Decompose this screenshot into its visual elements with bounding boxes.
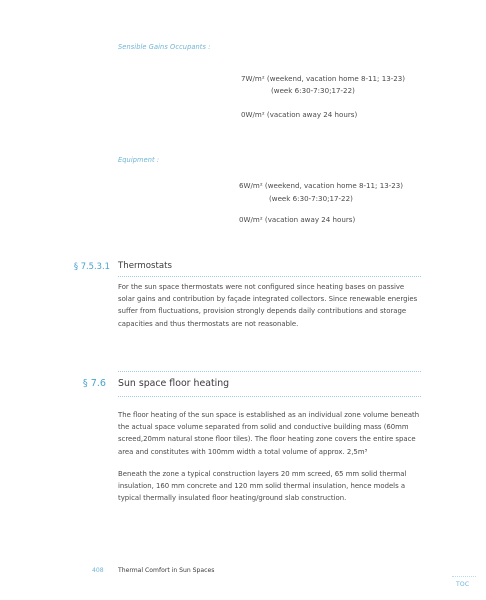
equipment-heading: Equipment :	[118, 156, 160, 164]
text-line: screed,20mm natural stone floor tiles). The floor heating zone covers the entire space	[118, 435, 416, 444]
page-number: 408	[92, 567, 104, 574]
floor-heating-paragraph-2	[118, 468, 406, 505]
floor-heating-paragraph-1	[118, 409, 419, 458]
equipment-line-1: 6W/m² (weekend, vacation home 8-11; 13-23)	[239, 181, 404, 190]
section-title-thermostats: Thermostats	[118, 261, 172, 271]
text-line: Beneath the zone a typical construction layers 20 mm screed, 65 mm solid thermal	[118, 470, 407, 478]
occupants-line-3: 0W/m² (vacation away 24 hours)	[241, 110, 358, 119]
section-title-floor-heating: Sun space floor heating	[118, 378, 230, 389]
occupants-line-1: 7W/m² (weekend, vacation home 8-11; 13-23)	[241, 74, 406, 83]
thermostats-paragraph	[118, 281, 417, 330]
occupants-heading: Sensible Gains Occupants :	[118, 43, 211, 51]
toc-link[interactable]: TOC	[456, 581, 470, 588]
section-number-thermostats: § 7.5.3.1	[73, 261, 110, 271]
text-line: area and constitutes with 100mm width a total volume of approx. 2,5m³	[118, 447, 368, 456]
section-divider	[118, 276, 421, 277]
text-line: typical thermally insulated floor heating/ground slab construction.	[118, 494, 347, 503]
text-line: the actual space volume separated from solid and conductive building mass (60mm	[118, 423, 409, 432]
text-line: solar gains and contribution by façade integrated collectors. Since renewable energies	[118, 295, 418, 304]
section-number-floor-heating: § 7.6	[82, 378, 106, 389]
text-line: The floor heating of the sun space is established as an individual zone volume beneath	[118, 411, 420, 419]
text-line: For the sun space thermostats were not configured since heating bases on passive	[118, 283, 405, 291]
toc-divider	[452, 576, 476, 577]
running-title: Thermal Comfort in Sun Spaces	[118, 567, 215, 574]
occupants-line-2: (week 6:30-7:30;17-22)	[271, 86, 355, 95]
section-divider	[118, 396, 421, 397]
text-line: suffer from fluctuations, provision strongly depends daily contributions and storage	[118, 307, 407, 316]
section-divider-top	[118, 371, 421, 372]
text-line: capacities and thus thermostats are not reasonable.	[118, 319, 299, 328]
text-line: insulation, 160 mm concrete and 120 mm solid thermal insulation, hence models a	[118, 482, 406, 491]
equipment-line-2: (week 6:30-7:30;17-22)	[269, 194, 353, 203]
equipment-line-3: 0W/m² (vacation away 24 hours)	[239, 215, 356, 224]
